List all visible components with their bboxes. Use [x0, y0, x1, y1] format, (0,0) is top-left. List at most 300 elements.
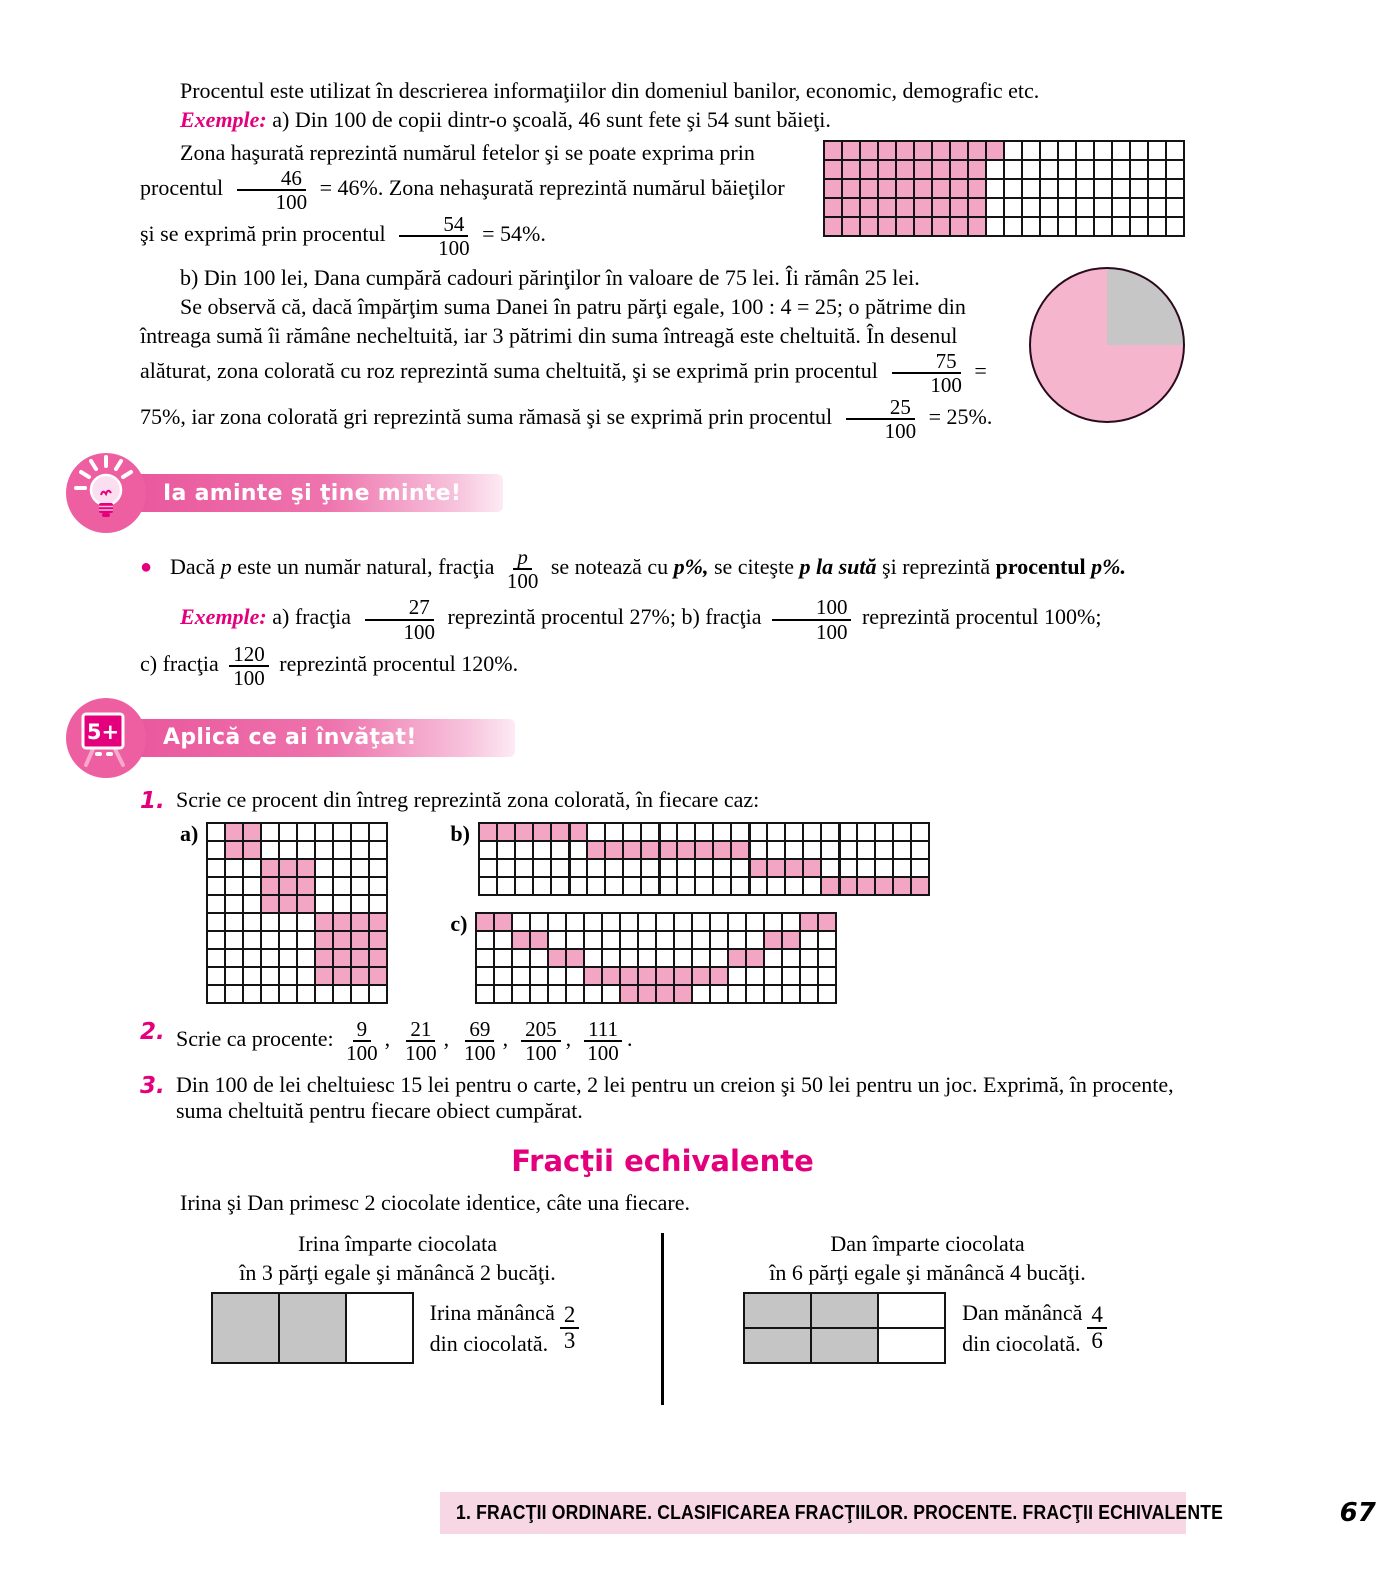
grid-cell — [207, 949, 225, 967]
grid-cell — [530, 967, 548, 985]
fraction: $\frac{9}{100}$ — [346, 1016, 378, 1065]
grid-cell — [333, 913, 351, 931]
grid-cell — [261, 841, 279, 859]
grid-cell — [785, 841, 803, 859]
grid-cell — [782, 985, 800, 1003]
exercise-3-text: Din 100 de lei cheltuiesc 15 lei pentru o carte, 2 lei pentru un creion şi 50 lei pentru un joc. Exprimă, în procente, suma cheltuită pentru fiecare obiect cumpărat. — [176, 1071, 1174, 1123]
grid-cell — [1040, 179, 1058, 198]
grid-cell — [857, 823, 875, 841]
grid-cell — [1094, 141, 1112, 160]
grid-cell — [914, 217, 932, 236]
grid-cell — [878, 217, 896, 236]
grid-cell — [875, 841, 893, 859]
grid-cell — [811, 1328, 878, 1363]
grid-cell — [243, 895, 261, 913]
grid-cell — [782, 967, 800, 985]
grid-cell — [713, 877, 731, 895]
grid-cell — [551, 823, 569, 841]
fraction-75-100: $\frac{75}{100}$ — [888, 350, 964, 396]
grid-cell — [818, 967, 836, 985]
grid-cell — [566, 967, 584, 985]
grid-c-label: c) — [450, 910, 468, 936]
grid-cell — [911, 841, 929, 859]
grid-cell — [530, 931, 548, 949]
grid-cell — [800, 985, 818, 1003]
grid-cell — [695, 841, 713, 859]
exercise-2-text — [176, 1018, 1185, 1064]
fraction: $\frac{21}{100}$ — [405, 1016, 437, 1065]
grid-cell — [587, 823, 605, 841]
def-t1: Dacă — [170, 554, 221, 580]
percent-grid-46 — [823, 140, 1185, 237]
grid-cell — [584, 949, 602, 967]
grid-cell — [950, 198, 968, 217]
grid-cell — [1130, 198, 1148, 217]
grid-cell — [782, 949, 800, 967]
grid-cell — [1076, 198, 1094, 217]
grid-cell — [803, 877, 821, 895]
grid-cell — [785, 859, 803, 877]
grid-cell — [515, 859, 533, 877]
grid-cell — [497, 859, 515, 877]
grid-cell — [315, 877, 333, 895]
grid-cell — [692, 967, 710, 985]
grid-cell — [728, 967, 746, 985]
grid-a-label: a) — [180, 820, 199, 846]
column-divider — [661, 1233, 664, 1405]
grid-cell — [605, 877, 623, 895]
grids-bc-column — [450, 822, 930, 1004]
grid-cell — [914, 160, 932, 179]
def-p-la-suta: p la sută — [799, 554, 877, 580]
grid-a-item — [180, 822, 388, 1004]
grid-cell — [605, 823, 623, 841]
grid-cell — [279, 985, 297, 1003]
grid-cell — [494, 931, 512, 949]
grid-cell — [893, 841, 911, 859]
girls-boys-block — [140, 138, 1185, 259]
grid-cell — [839, 877, 857, 895]
grid-cell — [584, 913, 602, 931]
grid-cell — [638, 949, 656, 967]
grid-cell — [315, 823, 333, 841]
grid-cell — [749, 823, 767, 841]
irina-column — [140, 1229, 655, 1405]
grid-cell — [351, 859, 369, 877]
grid-cell — [1022, 217, 1040, 236]
grid-cell — [566, 931, 584, 949]
grid-b-label: b) — [450, 820, 470, 846]
dana-text-3: = 25%. — [928, 404, 993, 430]
grid-cell — [297, 877, 315, 895]
grid-cell — [1004, 198, 1022, 217]
dan-caption-line-1: Dan mănâncă — [962, 1299, 1083, 1325]
grid-cell — [1112, 179, 1130, 198]
grid-cell — [620, 931, 638, 949]
grid-cell — [261, 823, 279, 841]
grid-cell — [1112, 198, 1130, 217]
grid-cell — [896, 198, 914, 217]
grid-cell — [1148, 141, 1166, 160]
grid-cell — [584, 967, 602, 985]
grid-cell — [674, 913, 692, 931]
grid-cell — [1130, 160, 1148, 179]
grid-cell — [656, 931, 674, 949]
grid-cell — [548, 949, 566, 967]
grid-cell — [297, 985, 315, 1003]
grid-cell — [764, 967, 782, 985]
grid-cell — [821, 877, 839, 895]
grid-cell — [818, 985, 836, 1003]
grid-cell — [369, 931, 387, 949]
grid-cell — [225, 859, 243, 877]
grid-cell — [875, 859, 893, 877]
ex2-t4: c) fracţia — [140, 650, 219, 676]
grid-cell — [566, 985, 584, 1003]
grid-cell — [893, 859, 911, 877]
grid-cell — [351, 949, 369, 967]
examples-label-2: Exemple: — [180, 604, 267, 630]
exercise-1-text: Scrie ce procent din întreg reprezintă zona colorată, în fiecare caz: — [176, 786, 760, 812]
grid-cell — [225, 949, 243, 967]
example-a-text: a) Din 100 de copii dintr-o şcoală, 46 sunt fete şi 54 sunt băieţi. — [272, 107, 831, 132]
grid-cell — [659, 823, 677, 841]
grid-cell — [1040, 160, 1058, 179]
grid-cell — [839, 841, 857, 859]
grid-cell — [800, 949, 818, 967]
grid-cell — [476, 913, 494, 931]
fraction: $\frac{205}{100}$ — [521, 1018, 561, 1064]
grid-cell — [569, 877, 587, 895]
grid-cell — [800, 913, 818, 931]
grid-cell — [497, 823, 515, 841]
grid-cell — [279, 1293, 346, 1363]
fraction-100-100: $\frac{100}{100}$ — [772, 596, 852, 642]
grid-cell — [659, 841, 677, 859]
grid-cell — [207, 859, 225, 877]
grid-cell — [728, 949, 746, 967]
dan-heading-line-2: în 6 părţi egale şi mănâncă 4 bucăţi. — [769, 1259, 1086, 1285]
grid-cell — [638, 985, 656, 1003]
grid-cell — [351, 895, 369, 913]
grid-cell — [746, 913, 764, 931]
grid-cell — [512, 949, 530, 967]
grid-cell — [695, 823, 713, 841]
grid-cell — [551, 877, 569, 895]
grid-cell — [674, 967, 692, 985]
grid-cell — [1130, 141, 1148, 160]
irina-caption-line-1: Irina mănâncă — [429, 1299, 555, 1325]
grid-cell — [659, 877, 677, 895]
grid-cell — [1094, 217, 1112, 236]
irina-heading-line-1: Irina împarte ciocolata — [297, 1230, 498, 1256]
grid-cell — [333, 823, 351, 841]
grid-cell — [731, 877, 749, 895]
separator: , — [565, 1025, 572, 1051]
grid-cell — [225, 913, 243, 931]
grid-cell — [1076, 160, 1094, 179]
grid-cell — [1040, 141, 1058, 160]
grid-cell — [297, 967, 315, 985]
grid-cell — [656, 913, 674, 931]
grid-cell — [677, 859, 695, 877]
grid-cell — [212, 1293, 279, 1363]
dan-heading-line-1: Dan împarte ciocolata — [830, 1230, 1025, 1256]
grid-cell — [1166, 179, 1184, 198]
grid-cell — [839, 823, 857, 841]
grid-cell — [243, 913, 261, 931]
grid-cell — [692, 913, 710, 931]
grid-cell — [297, 841, 315, 859]
grid-cell — [968, 160, 986, 179]
grid-cell — [297, 859, 315, 877]
def-t5: şi reprezintă — [876, 554, 996, 580]
definition-text — [170, 546, 1126, 592]
grid-cell — [1166, 217, 1184, 236]
grid-cell — [749, 877, 767, 895]
grid-cell — [824, 198, 842, 217]
grid-cell — [315, 949, 333, 967]
grid-cell — [782, 931, 800, 949]
grid-cell — [315, 985, 333, 1003]
grid-cell — [842, 217, 860, 236]
grid-cell — [333, 931, 351, 949]
grid-cell — [638, 967, 656, 985]
grid-cell — [533, 859, 551, 877]
grid-cell — [533, 877, 551, 895]
grid-cell — [860, 217, 878, 236]
grid-cell — [767, 859, 785, 877]
grid-cell — [641, 823, 659, 841]
grid-cell — [587, 877, 605, 895]
grid-cell — [893, 877, 911, 895]
grid-cell — [800, 931, 818, 949]
dan-figure-row — [670, 1292, 1185, 1364]
grid-cell — [692, 931, 710, 949]
grid-cell — [225, 967, 243, 985]
grid-cell — [749, 859, 767, 877]
zone-text-3: = 54%. — [482, 221, 546, 247]
zone-text-1: Zona haşurată reprezintă numărul fetelor şi se poate exprima prin procentul — [140, 140, 755, 201]
grid-cell — [878, 1328, 945, 1363]
examples-2-line-1 — [140, 596, 1185, 642]
grid-cell — [512, 913, 530, 931]
grid-cell — [1148, 198, 1166, 217]
grid-cell — [512, 931, 530, 949]
grid-cell — [515, 841, 533, 859]
grid-cell — [261, 985, 279, 1003]
grid-cell — [746, 949, 764, 967]
grid-cell — [620, 949, 638, 967]
exercise-grid-a — [206, 822, 388, 1004]
grid-cell — [746, 985, 764, 1003]
grid-cell — [548, 913, 566, 931]
grid-cell — [803, 841, 821, 859]
grid-cell — [932, 179, 950, 198]
grid-cell — [569, 841, 587, 859]
grid-cell — [800, 967, 818, 985]
grid-cell — [710, 967, 728, 985]
exercise-3-number: 3. — [140, 1072, 165, 1099]
grid-cell — [369, 841, 387, 859]
grid-cell — [620, 985, 638, 1003]
grid-cell — [695, 859, 713, 877]
grid-cell — [351, 985, 369, 1003]
dan-column — [670, 1229, 1185, 1405]
footer-bar — [440, 1492, 1376, 1534]
grid-cell — [1130, 179, 1148, 198]
grid-cell — [207, 931, 225, 949]
grid-cell — [1022, 198, 1040, 217]
grid-cell — [351, 841, 369, 859]
grid-cell — [605, 859, 623, 877]
grid-cell — [677, 877, 695, 895]
def-p-percent: p%, — [673, 554, 709, 580]
grid-cell — [584, 985, 602, 1003]
exercise-1-grids — [140, 822, 1185, 1004]
grid-cell — [620, 913, 638, 931]
grid-cell — [315, 967, 333, 985]
grid-cell — [710, 949, 728, 967]
grid-cell — [744, 1293, 811, 1328]
grid-cell — [297, 895, 315, 913]
grid-cell — [713, 859, 731, 877]
grid-cell — [968, 198, 986, 217]
grid-cell — [896, 179, 914, 198]
grid-cell — [839, 859, 857, 877]
remember-banner-bar — [111, 474, 503, 512]
grid-cell — [369, 967, 387, 985]
grid-cell — [764, 949, 782, 967]
exercise-3 — [140, 1072, 1185, 1124]
fraction-25-100: $\frac{25}{100}$ — [843, 396, 919, 442]
exercise-2 — [140, 1018, 1185, 1064]
grid-cell — [207, 985, 225, 1003]
grid-cell — [767, 823, 785, 841]
grid-cell — [641, 859, 659, 877]
irina-caption-line-2: din ciocolată. — [429, 1330, 549, 1356]
grid-cell — [623, 841, 641, 859]
grid-cell — [497, 877, 515, 895]
grid-cell — [986, 141, 1004, 160]
grid-cell — [860, 198, 878, 217]
grid-cell — [479, 823, 497, 841]
grid-cell — [333, 859, 351, 877]
grid-cell — [279, 823, 297, 841]
grid-cell — [225, 895, 243, 913]
grid-cell — [638, 931, 656, 949]
grid-cell — [782, 913, 800, 931]
grid-cell — [1112, 160, 1130, 179]
grid-cell — [620, 967, 638, 985]
spending-pie-chart — [1029, 267, 1185, 423]
grid-cell — [1076, 141, 1094, 160]
grid-cell — [476, 949, 494, 967]
grid-cell — [333, 967, 351, 985]
grid-cell — [1166, 160, 1184, 179]
page-number: 67 — [1339, 1498, 1376, 1528]
irina-chocolate-grid — [211, 1292, 414, 1364]
grid-cell — [566, 949, 584, 967]
zone-text-2: = 46%. Zona nehaşurată reprezintă numărul băieţilor şi se exprimă prin procentul — [140, 175, 785, 247]
grid-cell — [1004, 179, 1022, 198]
grid-cell — [950, 217, 968, 236]
grid-cell — [860, 141, 878, 160]
grid-cell — [896, 160, 914, 179]
grid-cell — [744, 1328, 811, 1363]
grid-cell — [914, 198, 932, 217]
grid-cell — [731, 823, 749, 841]
grid-cell — [207, 895, 225, 913]
grid-cell — [476, 985, 494, 1003]
apply-banner — [65, 697, 1185, 779]
grid-cell — [932, 217, 950, 236]
grid-cell — [950, 179, 968, 198]
grid-cell — [728, 985, 746, 1003]
grid-cell — [369, 823, 387, 841]
grid-cell — [476, 931, 494, 949]
grid-cell — [911, 877, 929, 895]
grid-cell — [1112, 141, 1130, 160]
grid-cell — [818, 913, 836, 931]
fraction: $\frac{111}{100}$ — [584, 1018, 622, 1064]
grid-cell — [533, 841, 551, 859]
bullet-icon: ● — [140, 556, 153, 579]
grid-cell — [713, 841, 731, 859]
grid-cell — [297, 949, 315, 967]
blackboard-5plus-icon — [65, 697, 147, 779]
grid-cell — [1058, 160, 1076, 179]
grid-cell — [333, 877, 351, 895]
grid-cell — [1130, 217, 1148, 236]
grid-cell — [656, 967, 674, 985]
grid-cell — [824, 179, 842, 198]
grid-cell — [207, 913, 225, 931]
grid-cell — [1148, 217, 1166, 236]
grid-cell — [479, 841, 497, 859]
def-t2: este un număr natural, fracţia — [231, 554, 495, 580]
grid-cell — [569, 859, 587, 877]
ex2-t2: reprezintă procentul 27%; b) fracţia — [447, 604, 762, 630]
irina-heading-line-2: în 3 părţi egale şi mănâncă 2 bucăţi. — [239, 1259, 556, 1285]
grid-cell — [878, 141, 896, 160]
grid-cell — [824, 141, 842, 160]
grid-cell — [1022, 179, 1040, 198]
grid-cell — [818, 949, 836, 967]
examples-2-block — [140, 596, 1185, 688]
irina-caption — [430, 1297, 585, 1359]
fraction-2-3: $\frac{2}{3}$ — [560, 1303, 580, 1353]
chocolate-comparison — [140, 1229, 1185, 1405]
grid-cell — [1094, 179, 1112, 198]
grid-cell — [764, 913, 782, 931]
grid-cell — [785, 877, 803, 895]
grid-cell — [878, 198, 896, 217]
examples-a-paragraph — [140, 105, 1185, 134]
grid-cell — [566, 913, 584, 931]
grid-cell — [261, 931, 279, 949]
grid-cell — [728, 913, 746, 931]
def-t4: se citeşte — [708, 554, 800, 580]
grid-cell — [261, 895, 279, 913]
grid-cell — [1166, 198, 1184, 217]
grid-cell — [261, 913, 279, 931]
grid-cell — [315, 859, 333, 877]
grid-cell — [333, 841, 351, 859]
grid-cell — [243, 949, 261, 967]
fraction-p-100: $\frac{p}{100}$ — [506, 545, 539, 594]
grid-cell — [494, 913, 512, 931]
